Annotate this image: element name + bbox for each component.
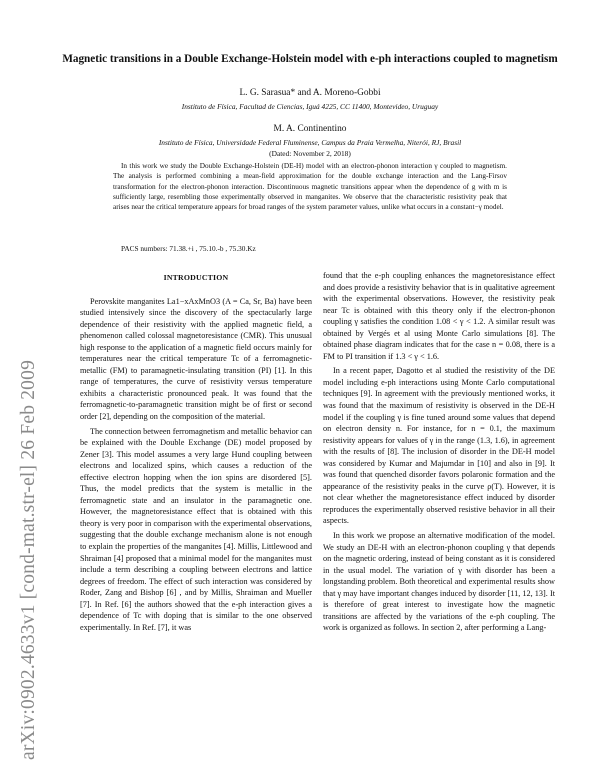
body-paragraph: Perovskite manganites La1−xAxMnO3 (A = Ca, Sr, Ba) have been studied intensively since the discovery of the spectacularly large dependence of their resistivity with the applied magnetic field, a phenomenon called colossal magnetoresistance (CMR). This unusual high response to the application of a magnetic field occurs mainly for temperatures near the critical temperature Tc of a ferromagnetic-metallic (FM) to paramagnetic-insulating transition (PI) [1]. In this range of temperatures, the curve of resistivity versus temperature exhibits a characteristic pronounced peak. It was found that the ferromagnetic-to-paramagnetic transition might be of first or second order [2], depending on the composition of the material. xyxy=(80,296,312,422)
left-column xyxy=(80,272,312,633)
section-heading: INTRODUCTION xyxy=(163,273,229,282)
body-paragraph: The connection between ferromagnetism and metallic behavior can be explained with the Double Exchange (DE) model proposed by Zener [3]. This model assumes a very large Hund coupling between electrons and localized spins, which causes a reduction of the effective electron hopping when the ion spins are disordered [5]. Thus, the model predicts that the system is metallic in the ferromagnetic state and an insulator in the paramagnetic one. However, the magnetoresistance effect that is obtained with this theory is very poor in comparison with the experimental observations, suggesting that the double exchange mechanism alone is not enough to explain the properties of the manganites [4]. Millis, Littlewood and Shraiman [4] proposed that a minimal model for the manganites must include a term describing a coupling between electrons and lattice degrees of freedom. The effect of such interaction was considered by Roder, Zang and Bishop [6] , and by Millis, Shraiman and Mueller [7]. In Ref. [6] the authors showed that the e-ph interaction gives a dependence of Tc with doping that is similar to the one observed experimentally. In Ref. [7], it was xyxy=(80,426,312,632)
date-line: (Dated: November 2, 2018) xyxy=(269,149,351,158)
body-paragraph: In a recent paper, Dagotto et al studied the resistivity of the DE model including e-ph interactions using Monte Carlo computational techniques [9]. In agreement with the previously mentioned works, it was found that the maximum of resistivity is observed in the DE-H model if the coupling γ is fine tuned around some values that depend on electron density n. For instance, for n = 0.1, the maximum resistivity appears for values of γ in the range (1.3, 1.6), in agreement with the results of [8]. The inclusion of disorder in the DE-H model was considered by Kumar and Majumdar in [10] and also in [9]. It was found that quenched disorder favors polaronic formation and the appearance of the resistivity peaks in the curve ρ(T). However, it is not clear whether the magnetoresistance effect induced by disorder reproduces the experimentally observed resistive behavior in all their aspects. xyxy=(323,366,555,526)
affiliation-1: Instituto de Física, Facultad de Ciencias, Iguá 4225, CC 11400, Montevideo, Uruguay xyxy=(181,102,439,111)
arxiv-identifier: arXiv:0902.4633v1 [cond-mat.str-el] 26 Feb 2009 xyxy=(18,359,39,760)
author-list-2: M. A. Continentino xyxy=(273,124,347,134)
right-column xyxy=(323,270,555,634)
abstract: In this work we study the Double Exchange-Holstein (DE-H) model with an electron-phonon interaction γ coupled to magnetism. The analysis is performed combining a mean-field approximation for the double exchange interaction and the Lang-Firsov transformation for the electron-phonon interaction. Discontinuous magnetic transitions appear when the dependence of g with m is sufficiently large, resembling those experimentally observed in manganites. We observe that the characteristic resistivity peak that arises near the critical temperature appears for broad ranges of the system parameter values, unlike what occurs in a constant−γ model. xyxy=(113,162,507,212)
body-paragraph: In this work we propose an alternative modification of the model. We study an DE-H with an electron-phonon coupling γ that depends on the magnetic ordering, instead of being constant as it is considered in the usual model. The variation of γ with disorder has been a longstanding problem. Both theoretical and experimental results show that γ may have important changes induced by disorder [11, 12, 13]. It is therefore of great interest to investigate how the magnetic transitions are affected by the variations of the e-ph coupling. The work is organized as follows. In section 2, after performing a Lang- xyxy=(323,531,555,633)
pacs-numbers: PACS numbers: 71.38.+i , 75.10.-b , 75.30.Kz xyxy=(121,244,256,253)
author-list-1: L. G. Sarasua* and A. Moreno-Gobbi xyxy=(239,88,381,98)
affiliation-2: Instituto de Física, Universidade Federal Fluminense, Campus da Praia Vermelha, Niterói, RJ, Brasil xyxy=(158,138,462,147)
body-paragraph: found that the e-ph coupling enhances the magnetoresistance effect and does provide a resistivity behavior that is in qualitative agreement with the experimental observations. However, the resistivity peak near Tc is obtained with this theory only if the electron-phonon coupling γ satisfies the condition 1.08 < γ < 1.2. A similar result was obtained by Vergés et al using Monte Carlo simulations [8]. The obtained phase diagram indicates that for the case n = 0.08, there is a FM to PI transition if 1.3 < γ < 1.6. xyxy=(323,271,555,361)
paper-title: Magnetic transitions in a Double Exchange-Holstein model with e-ph interactions coupled to magnetism xyxy=(62,53,558,65)
